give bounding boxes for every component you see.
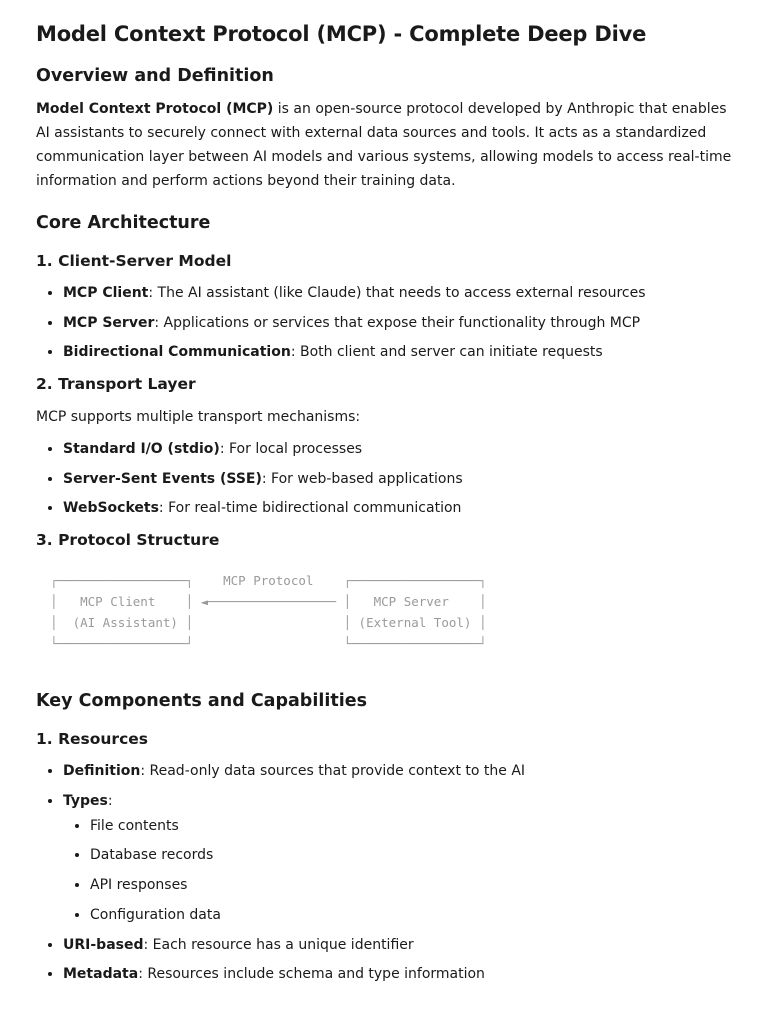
list-item: • Database records [90, 845, 732, 865]
list-item-term: Standard I/O (stdio) [63, 441, 220, 457]
list-item [63, 439, 732, 459]
list-item-text: : For real-time bidirectional communication [158, 500, 462, 516]
list-item-term: WebSockets [63, 500, 159, 516]
list-item [63, 313, 732, 333]
list-item-text: : Both client and server can initiate requests [290, 344, 603, 360]
list-item [63, 761, 732, 781]
resources-list [36, 761, 732, 984]
list-item-term: URI-based [63, 936, 144, 953]
list-item-term: Types [63, 792, 108, 809]
list-item: • Configuration data [90, 905, 732, 925]
diagram-line: ┌─────────────────┐ MCP Protocol ┌─────────────────┐ [50, 573, 487, 588]
diagram-line: │ (AI Assistant) │ │ (External Tool) │ [50, 615, 487, 630]
list-item [63, 964, 732, 984]
list-item-term: Metadata [63, 966, 139, 983]
list-item-text: : The AI assistant (like Claude) that needs to access external resources [148, 285, 646, 301]
list-item-term: MCP Server [63, 314, 155, 331]
transport-intro: MCP supports multiple transport mechanisms: [36, 409, 361, 425]
list-item-term: Server-Sent Events (SSE) [63, 470, 262, 487]
list-item-term: MCP Client [63, 285, 149, 301]
transport-list [36, 439, 732, 518]
protocol-diagram-art [50, 570, 732, 654]
list-item-term: Bidirectional Communication [63, 344, 291, 360]
list-item-text: : [107, 792, 113, 809]
overview-lead-term: Model Context Protocol (MCP) [36, 101, 274, 117]
list-item [63, 342, 732, 362]
client-server-list [36, 283, 732, 362]
list-item [63, 469, 732, 489]
key-components-heading: Key Components and Capabilities [36, 691, 367, 711]
list-item-text: : Each resource has a unique identifier [143, 936, 414, 953]
page-title: Model Context Protocol (MCP) - Complete Deep Dive [36, 22, 647, 46]
list-item-text: : Resources include schema and type information [138, 966, 485, 983]
list-item-term: Definition [63, 763, 141, 779]
list-item: • API responses [90, 875, 732, 895]
list-item [63, 935, 732, 955]
list-item [63, 791, 732, 925]
diagram-line: └─────────────────┘ └─────────────────┘ [50, 636, 487, 651]
overview-lead-text: is an open-source protocol developed by Anthropic that enables AI assistants to securely connect with external data sources and tools. It acts as a standardized communication layer between AI models and various systems, allowing models to access real-time information and perform actions beyond their training data. [36, 101, 732, 189]
overview-paragraph [36, 97, 732, 193]
client-server-heading: 1. Client-Server Model [36, 252, 232, 270]
list-item-text: : Applications or services that expose their functionality through MCP [154, 314, 641, 331]
transport-heading: 2. Transport Layer [36, 375, 196, 393]
overview-heading: Overview and Definition [36, 66, 274, 86]
list-item [63, 283, 732, 303]
protocol-diagram [50, 570, 732, 660]
list-item-text: : Read-only data sources that provide context to the AI [140, 763, 526, 779]
protocol-structure-heading: 3. Protocol Structure [36, 531, 220, 549]
core-architecture-heading: Core Architecture [36, 213, 211, 233]
list-item-text: : For web-based applications [261, 470, 463, 487]
resources-heading: 1. Resources [36, 730, 148, 748]
resource-types-list [63, 816, 732, 925]
list-item: • File contents [90, 816, 732, 836]
diagram-line: │ MCP Client │ ◄───────────────── │ MCP Server │ [50, 594, 487, 609]
list-item [63, 498, 732, 518]
list-item-text: : For local processes [219, 441, 363, 457]
